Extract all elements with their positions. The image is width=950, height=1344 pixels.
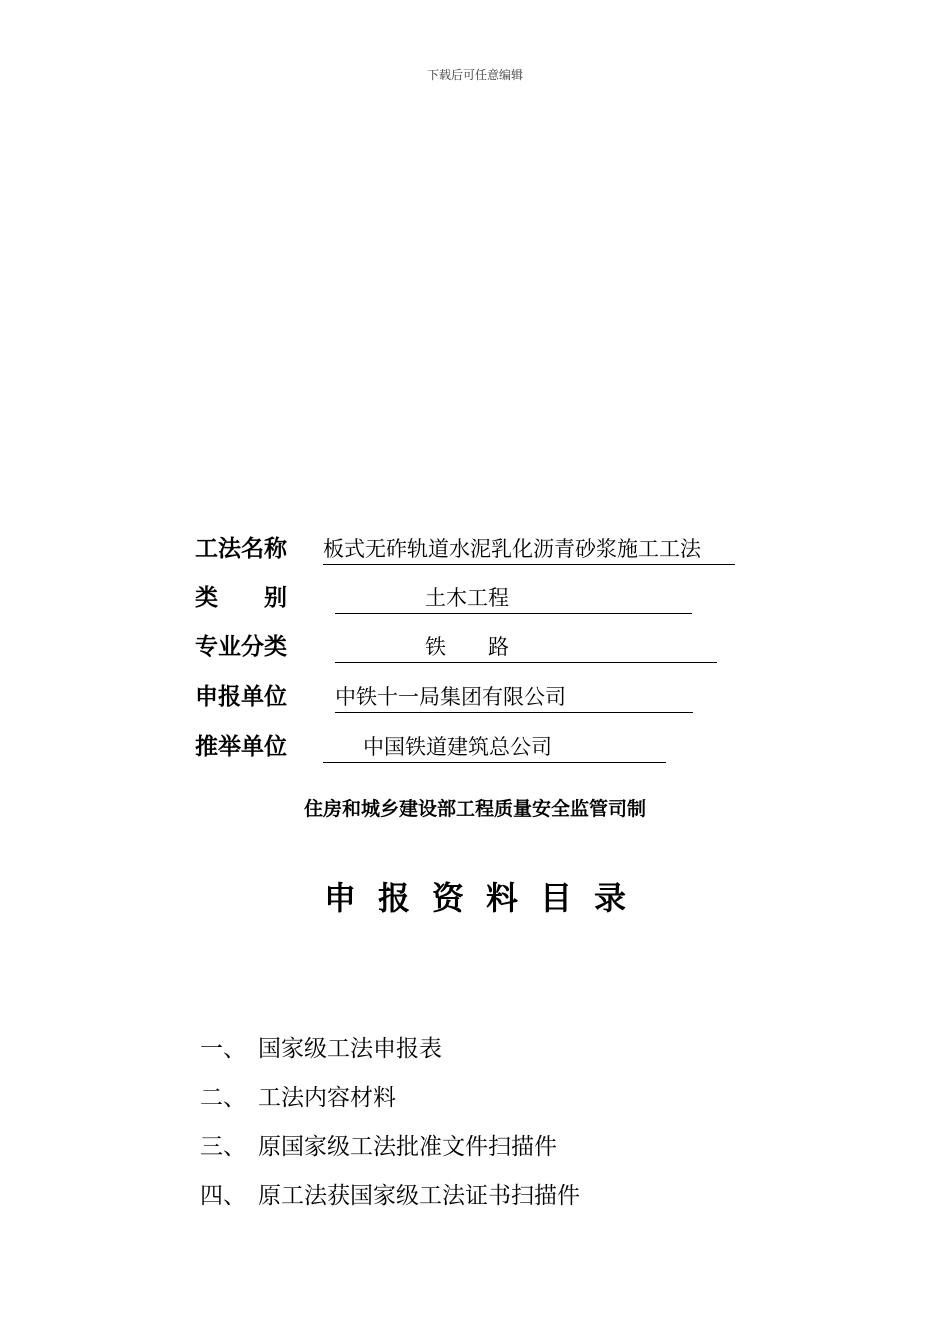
toc-item-text: 工法内容材料	[258, 1085, 396, 1111]
ministry-note: 住房和城乡建设部工程质量安全监管司制	[303, 798, 646, 820]
field-specialty	[195, 630, 755, 664]
field-value-text: 土木工程	[425, 586, 509, 610]
field-value	[335, 581, 692, 614]
field-method-name	[195, 532, 755, 566]
header-note: 下载后可任意编辑	[426, 68, 523, 82]
field-value-text: 板式无砟轨道水泥乳化沥青砂浆施工工法	[323, 537, 701, 561]
toc-item	[200, 1025, 580, 1074]
field-label: 工法名称	[195, 536, 287, 562]
field-value	[335, 680, 693, 713]
field-value	[323, 532, 735, 565]
field-value	[323, 730, 666, 763]
toc-item-number: 三、	[200, 1134, 246, 1160]
toc-item-text: 国家级工法申报表	[258, 1036, 442, 1062]
field-value-text: 铁 路	[425, 635, 509, 659]
field-label: 专业分类	[195, 634, 287, 660]
field-value	[335, 630, 717, 663]
toc-item	[200, 1123, 580, 1172]
field-category	[195, 581, 755, 615]
field-label: 类 别	[195, 585, 287, 611]
toc-item	[200, 1074, 580, 1123]
field-label: 推举单位	[195, 734, 287, 760]
toc-item-number: 四、	[200, 1183, 246, 1209]
toc-item	[200, 1172, 580, 1221]
toc-list	[200, 1025, 580, 1221]
toc-item-number: 一、	[200, 1036, 246, 1062]
field-recommender	[195, 730, 755, 764]
field-applicant	[195, 680, 755, 714]
field-label: 申报单位	[195, 684, 287, 710]
field-value-text: 中国铁道建筑总公司	[363, 735, 552, 759]
toc-item-text: 原工法获国家级工法证书扫描件	[258, 1183, 580, 1209]
field-value-text: 中铁十一局集团有限公司	[335, 685, 566, 709]
toc-item-text: 原国家级工法批准文件扫描件	[258, 1134, 557, 1160]
catalog-title: 申报资料目录	[323, 879, 648, 917]
toc-item-number: 二、	[200, 1085, 246, 1111]
